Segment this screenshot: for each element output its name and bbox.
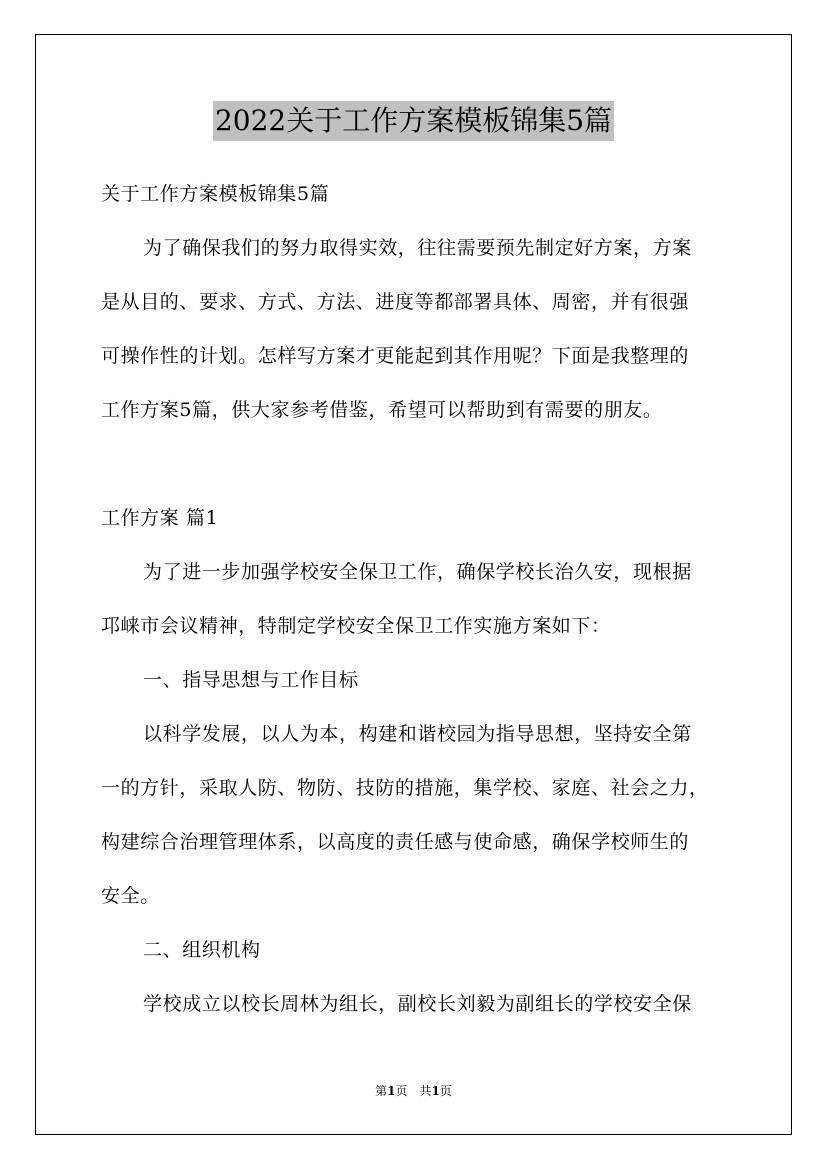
paragraph-line: 安全。 — [101, 885, 160, 907]
paragraph-line: 是从目的、要求、方式、方法、进度等都部署具体、周密，并有很强 — [101, 291, 690, 313]
paragraph-line: 为了确保我们的努力取得实效，往往需要预先制定好方案，方案 — [143, 237, 692, 259]
section-heading: 工作方案 篇1 — [101, 507, 219, 529]
paragraph-line: 一的方针，采取人防、物防、技防的措施，集学校、家庭、社会之力， — [101, 777, 709, 799]
paragraph-line: 为了进一步加强学校安全保卫工作，确保学校长治久安，现根据 — [143, 561, 692, 583]
footer-prefix: 第 — [375, 1084, 388, 1098]
footer-current-page: 1 — [387, 1084, 396, 1098]
footer-mid: 页 共 — [395, 1084, 432, 1098]
paragraph-line: 工作方案5篇，供大家参考借鉴，希望可以帮助到有需要的朋友。 — [101, 399, 663, 421]
paragraph-line: 邛崃市会议精神，特制定学校安全保卫工作实施方案如下： — [101, 615, 611, 637]
paragraph-line: 构建综合治理管理体系，以高度的责任感与使命感，确保学校师生的 — [101, 831, 690, 853]
subsection-heading: 二、组织机构 — [143, 939, 261, 961]
document-title: 2022关于工作方案模板锦集5篇 — [213, 101, 614, 141]
subsection-heading: 一、指导思想与工作目标 — [143, 669, 359, 691]
page-footer — [0, 1082, 827, 1100]
paragraph-line: 学校成立以校长周林为组长，副校长刘毅为副组长的学校安全保 — [143, 993, 692, 1015]
footer-suffix: 页 — [439, 1084, 452, 1098]
document-subtitle: 关于工作方案模板锦集5篇 — [101, 183, 330, 205]
title-container — [0, 101, 827, 141]
paragraph-line: 可操作性的计划。怎样写方案才更能起到其作用呢？下面是我整理的 — [101, 345, 690, 367]
footer-total-pages: 1 — [431, 1084, 440, 1098]
paragraph-line: 以科学发展，以人为本，构建和谐校园为指导思想，坚持安全第 — [143, 723, 692, 745]
